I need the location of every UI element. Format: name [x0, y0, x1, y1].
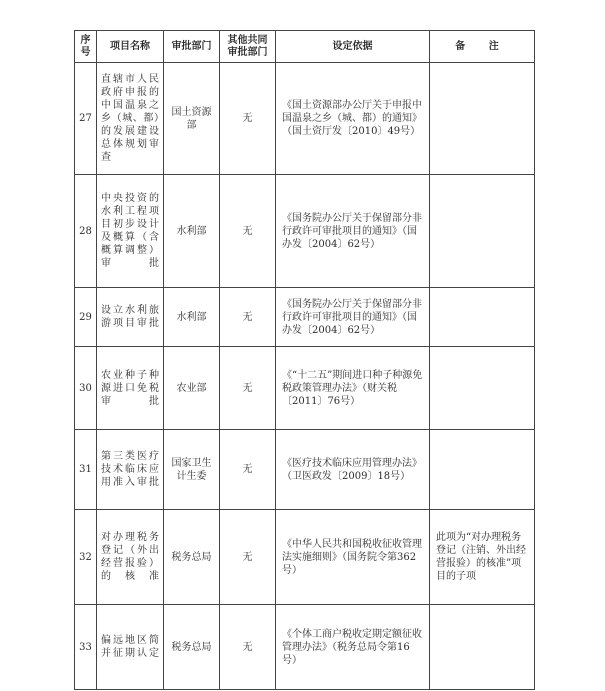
- header-other: [220, 31, 276, 63]
- row-no: 28: [75, 175, 97, 288]
- row-remark: [430, 605, 535, 690]
- row-name-text: 第三类医疗技术临床应用准入审批: [101, 451, 159, 488]
- row-basis-text: 《“十二五”期间进口种子种源免税政策管理办法》（财关税〔2011〕76号）: [282, 369, 423, 407]
- row-other: 无: [220, 605, 276, 690]
- header-dept: 审批部门: [164, 31, 220, 63]
- row-basis: [276, 347, 430, 430]
- table-row: [75, 175, 535, 288]
- table-row: [75, 605, 535, 690]
- row-basis-text: 《中华人民共和国税收征收管理法实施细则》（国务院令第362号）: [282, 538, 422, 576]
- row-name: [97, 288, 164, 347]
- row-basis-text: 《国务院办公厅关于保留部分非行政许可审批项目的通知》（国办发〔2004〕62号）: [282, 212, 422, 250]
- row-basis: [276, 510, 430, 605]
- row-name: [97, 63, 164, 175]
- header-remark-text: 备 注: [455, 40, 509, 52]
- row-dept: 税务总局: [164, 605, 220, 690]
- row-basis: [276, 63, 430, 175]
- row-name-text: 对办理税务登记（外出经营报验）的核准: [101, 532, 159, 582]
- row-other: 无: [220, 430, 276, 510]
- row-basis-text: 《国务院办公厅关于保留部分非行政许可审批项目的通知》（国办发〔2004〕62号）: [282, 298, 422, 336]
- row-dept: 水利部: [164, 288, 220, 347]
- row-name-text: 农业种子种源进口免税审批: [101, 369, 159, 407]
- row-remark-text: 此项为“对办理税务登记（注销、外出经营报验）的核准”项目的子项: [436, 532, 526, 582]
- row-name: [97, 510, 164, 605]
- row-remark: [430, 63, 535, 175]
- table-row: [75, 347, 535, 430]
- table-header-row: [75, 31, 535, 63]
- row-name-text: 设立水利旅游项目审批: [101, 305, 159, 329]
- row-no: 27: [75, 63, 97, 175]
- row-no: 33: [75, 605, 97, 690]
- row-dept: 税务总局: [164, 510, 220, 605]
- row-other: 无: [220, 63, 276, 175]
- row-name-text: 中央投资的水利工程项目初步设计及概算（含概算调整）审批: [101, 193, 159, 269]
- row-no: 29: [75, 288, 97, 347]
- row-basis-text: 《国土资源部办公厅关于申报中国温泉之乡（城、都）的通知》（国土资厅发〔2010〕49号）: [282, 100, 422, 137]
- row-other: 无: [220, 288, 276, 347]
- header-no: 序号: [75, 31, 97, 63]
- row-remark: [430, 175, 535, 288]
- row-dept: 国家卫生计生委: [164, 430, 220, 510]
- row-name: [97, 175, 164, 288]
- table-row: [75, 510, 535, 605]
- row-remark: [430, 288, 535, 347]
- table-row: [75, 63, 535, 175]
- row-basis-text: 《个体工商户税收定期定额征收管理办法》（税务总局令第16号）: [282, 628, 422, 666]
- row-no: 31: [75, 430, 97, 510]
- row-basis: [276, 430, 430, 510]
- row-name: [97, 347, 164, 430]
- row-remark: [430, 510, 535, 605]
- row-name-text: 偏远地区简并征期认定: [101, 635, 159, 659]
- row-dept: 农业部: [164, 347, 220, 430]
- table-row: [75, 430, 535, 510]
- table-row: [75, 288, 535, 347]
- row-no: 30: [75, 347, 97, 430]
- row-basis: [276, 605, 430, 690]
- row-remark: [430, 430, 535, 510]
- row-name: [97, 605, 164, 690]
- row-basis: [276, 175, 430, 288]
- row-dept: 水利部: [164, 175, 220, 288]
- row-other: 无: [220, 510, 276, 605]
- row-other: 无: [220, 347, 276, 430]
- row-dept: 国土资源部: [164, 63, 220, 175]
- row-name-text: 直辖市人民政府申报的中国温泉之乡（城、都）的发展建设总体规划审查: [101, 74, 159, 163]
- approval-items-table: [74, 30, 535, 690]
- row-basis: [276, 288, 430, 347]
- row-no: 32: [75, 510, 97, 605]
- row-basis-text: 《医疗技术临床应用管理办法》（卫医政发〔2009〕18号）: [282, 457, 422, 482]
- header-remark: [430, 31, 535, 63]
- row-name: [97, 430, 164, 510]
- header-other-text: 其他共同审批部门: [227, 34, 268, 58]
- header-name: 项目名称: [97, 31, 164, 63]
- header-basis: 设定依据: [276, 31, 430, 63]
- row-remark: [430, 347, 535, 430]
- row-other: 无: [220, 175, 276, 288]
